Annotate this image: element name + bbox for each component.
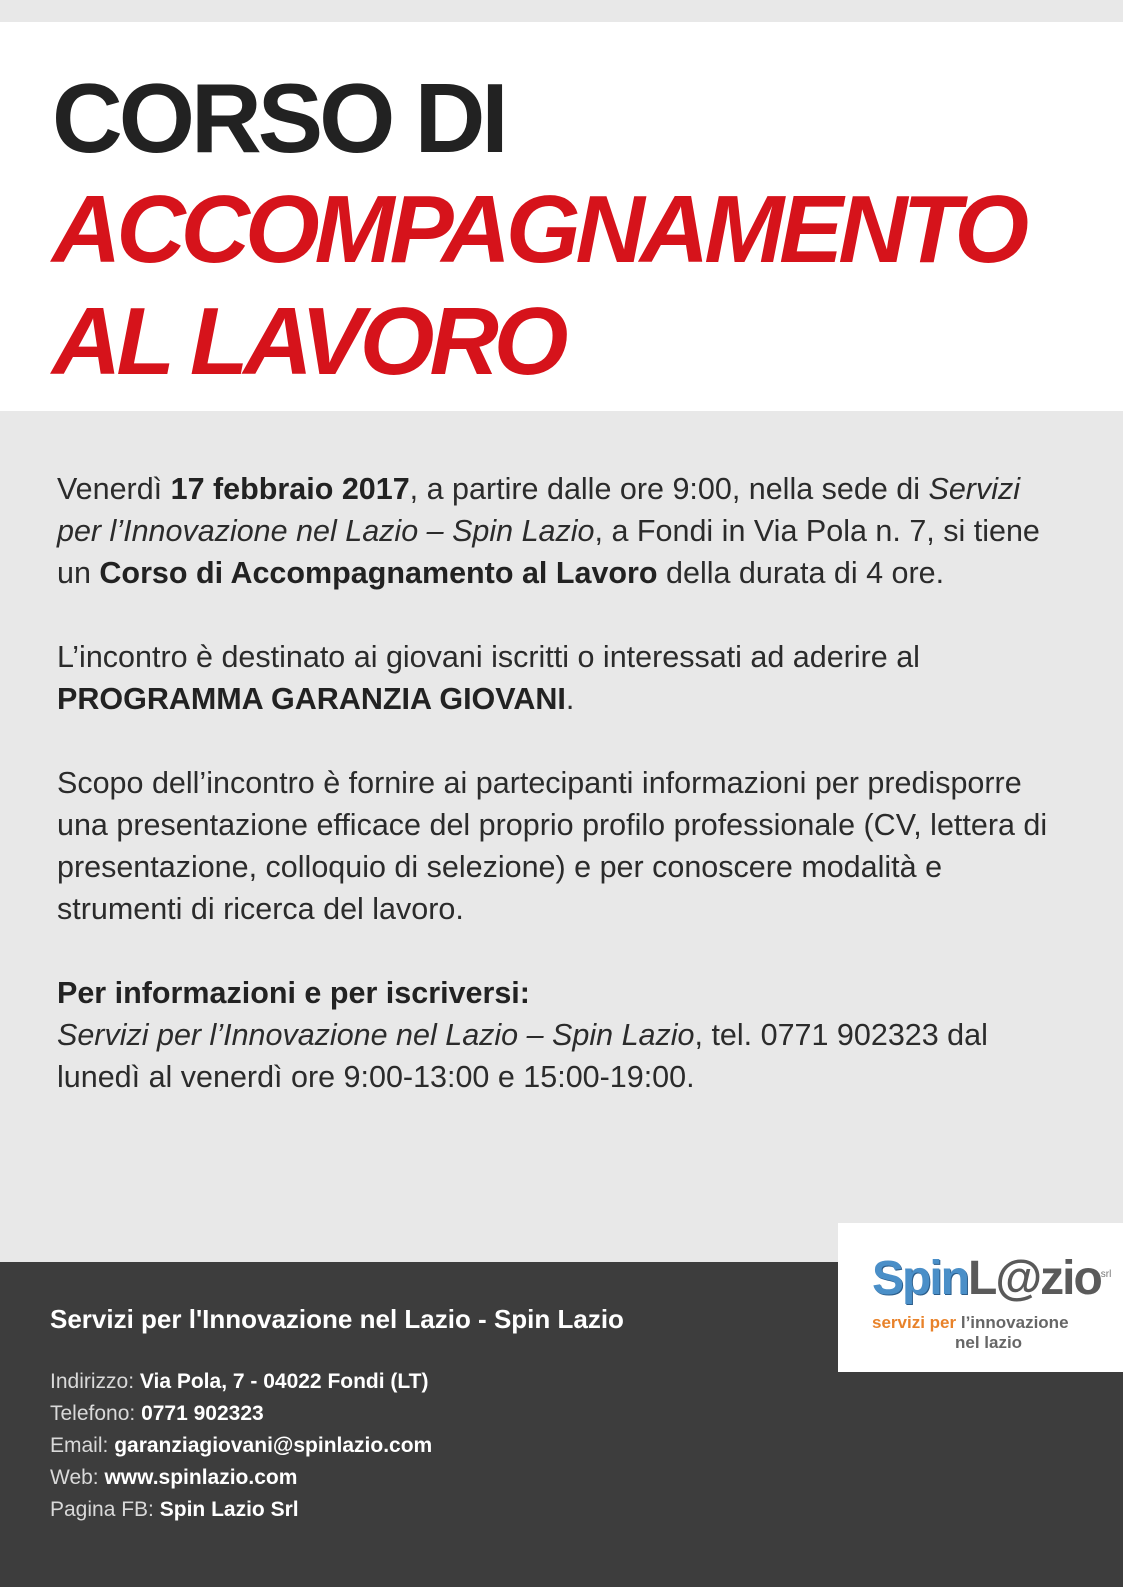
page-title xyxy=(52,62,1024,398)
contact-facebook[interactable]: Pagina FB: Spin Lazio Srl xyxy=(50,1498,299,1521)
organization-name: Servizi per l’Innovazione nel Lazio – Spin Lazio xyxy=(57,472,1021,548)
footer-title: Servizi per l'Innovazione nel Lazio - Spin Lazio xyxy=(50,1304,624,1334)
contact-phone: Telefono: 0771 902323 xyxy=(50,1402,264,1425)
course-name: Corso di Accompagnamento al Lavoro xyxy=(99,556,658,590)
organization-name: Servizi per l’Innovazione nel Lazio – Spin Lazio xyxy=(57,1018,695,1052)
header xyxy=(0,22,1123,411)
info-heading: Per informazioni e per iscriversi: xyxy=(57,976,530,1010)
contact-address: Indirizzo: Via Pola, 7 - 04022 Fondi (LT) xyxy=(50,1370,429,1393)
paragraph-event: Venerdì 17 febbraio 2017, a partire dalle ore 9:00, nella sede di Servizi per l’Innovazione nel Lazio – Spin Lazio, a Fondi in Via Pola n. 7, si tiene un Corso di Accompagnamento al Lavoro della durata di 4 ore. xyxy=(57,472,1040,590)
contact-email[interactable]: Email: garanziagiovani@spinlazio.com xyxy=(50,1434,433,1457)
event-date: 17 febbraio 2017 xyxy=(170,472,410,506)
title-line-1: CORSO DI xyxy=(52,63,505,173)
body-text xyxy=(57,468,1057,1140)
logo-wordmark: SpinL@zio$^{srl}$ xyxy=(872,1252,1112,1305)
contact-web[interactable]: Web: www.spinlazio.com xyxy=(50,1466,298,1489)
logo-tagline: servizi per l’innovazione xyxy=(872,1313,1069,1332)
title-line-2: ACCOMPAGNAMENTO xyxy=(52,176,1025,283)
paragraph-info: Per informazioni e per iscriversi: Servizi per l’Innovazione nel Lazio – Spin Lazio, tel. 0771 902323 dal lunedì al venerdì ore 9:00-13:00 e 15:00-19:00. xyxy=(57,976,988,1094)
program-name: PROGRAMMA GARANZIA GIOVANI xyxy=(57,682,566,716)
paragraph-purpose: Scopo dell’incontro è fornire ai partecipanti informazioni per predisporre una presentazione efficace del proprio profilo professionale (CV, lettera di presentazione, colloquio di selezione) e per conoscere modalità e strumenti di ricerca del lavoro. xyxy=(57,766,1048,926)
contact-list xyxy=(50,1366,432,1526)
spin-lazio-logo xyxy=(838,1223,1123,1372)
logo-tagline-2: nel lazio xyxy=(955,1333,1023,1352)
paragraph-target: L’incontro è destinato ai giovani iscritti o interessati ad aderire al PROGRAMMA GARANZIA GIOVANI. xyxy=(57,640,920,716)
title-line-3: AL LAVORO xyxy=(52,288,564,395)
